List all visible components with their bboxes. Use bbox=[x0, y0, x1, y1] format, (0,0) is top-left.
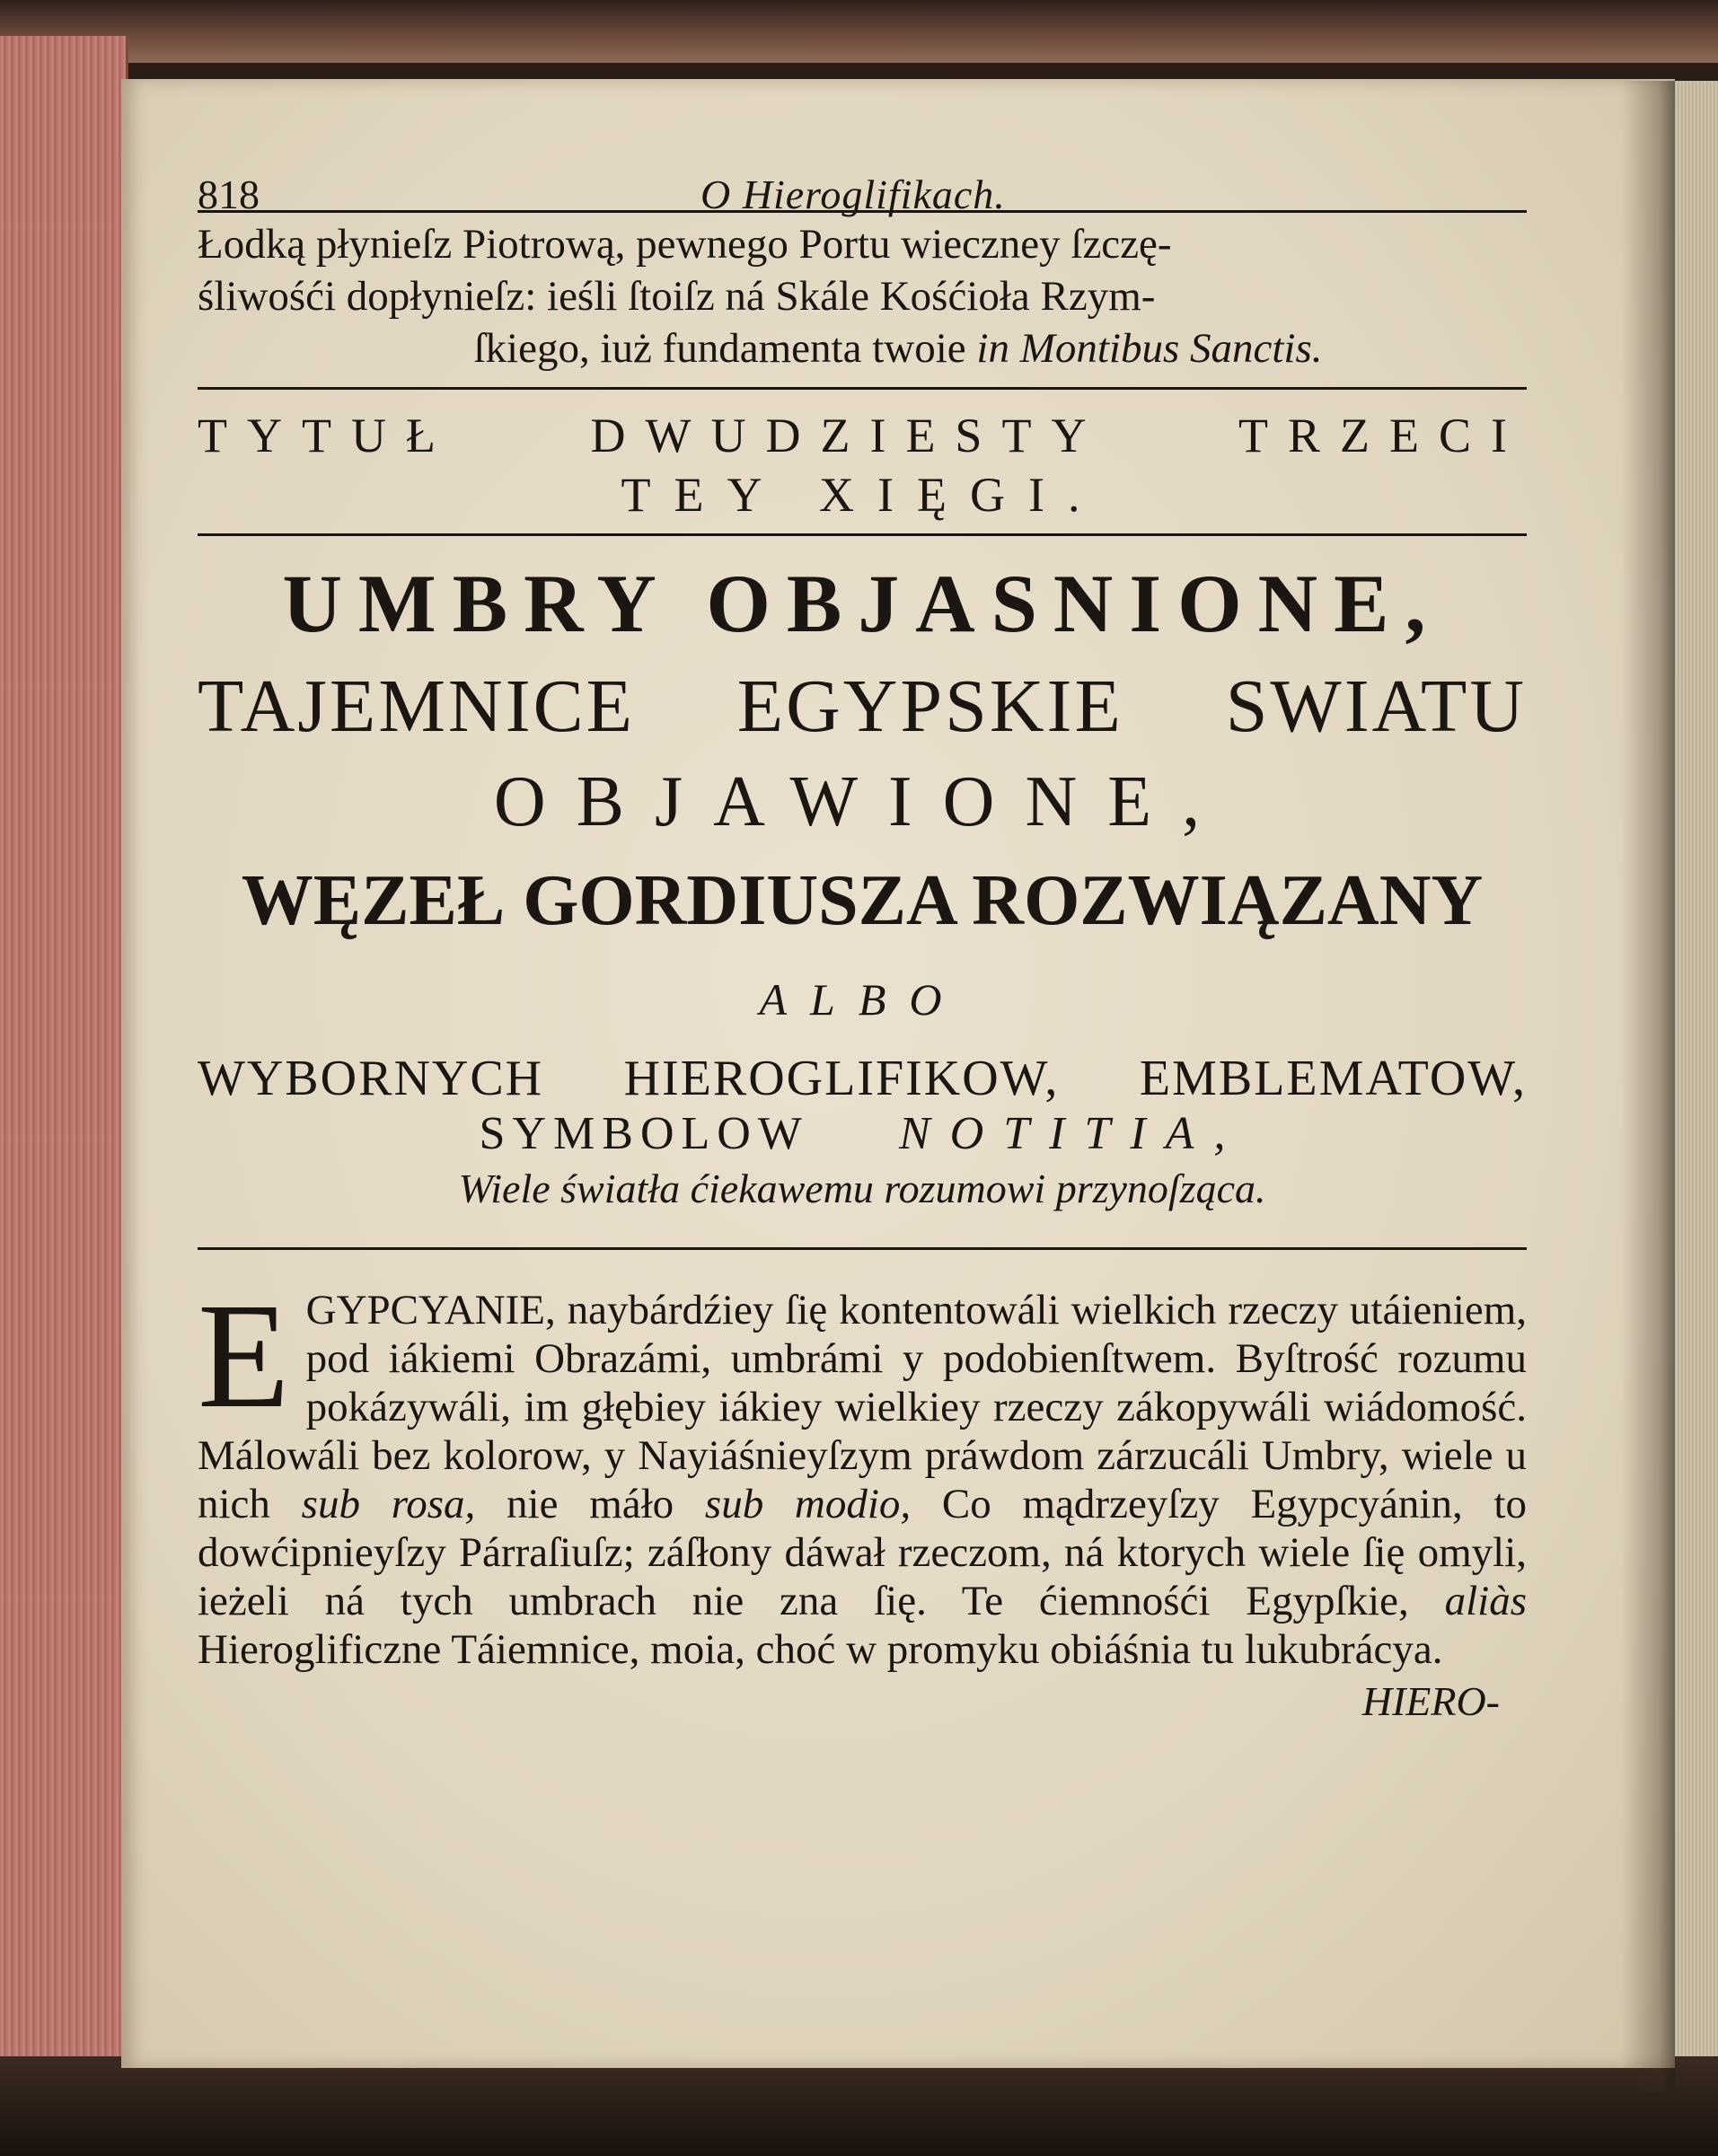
continuation-paragraph bbox=[198, 218, 1527, 374]
text-line: Łodką płynieſz Piotrową, pewnego Portu wieczney ſzczę- bbox=[198, 221, 1172, 268]
body-text-run: Hieroglificzne Táiemnice, moia, choć w promyku obiáśnia tu lukubrácya. bbox=[198, 1626, 1443, 1673]
body-text-run: GYPCYANIE, naybárdźiey ſię kontentowáli wielkich rzeczy utáieniem, pod iákiemi Obrazámi, umbrámi y podobienſtwem. Byſtrość rozumu pokázywáli, im głębiey iákiey wielkiey rzeczy zákopywáli wiádomość. Málowáli bez kolorow, y Nayiáśnieyſzym práwdom zárzucáli Umbry, wiele u nich bbox=[198, 1287, 1527, 1527]
body-italic-run: sub rosa, bbox=[301, 1481, 476, 1527]
page-edges-left bbox=[0, 36, 128, 2092]
title-line: WĘZEŁ GORDIUSZA ROZWIĄZANY bbox=[241, 861, 1484, 940]
page-content bbox=[198, 144, 1527, 1725]
subtitle: Wiele światła ćiekawemu rozumowi przynoſząca. bbox=[458, 1166, 1266, 1211]
title-line bbox=[198, 1107, 1527, 1161]
drop-cap: E bbox=[198, 1272, 290, 1439]
text-line: śliwośći dopłynieſz: ieśli ſtoiſz ná Skále Kośćioła Rzym- bbox=[198, 273, 1156, 320]
title-fragment: SYMBOLOW bbox=[479, 1108, 808, 1159]
running-head bbox=[198, 144, 1527, 217]
section-rule bbox=[198, 387, 1527, 390]
title-line: OBJAWIONE, bbox=[493, 762, 1231, 841]
body-text-run: Co mądrzeyſzy Egypcyánin, to dowćipnieyſzy Párraſiuſz; záſłony dáwał rzeczom, ná ktorych wiele ſię omyli, ieżeli ná tych umbrach nie zna ſię. Te ćiemnośći Egypſkie, bbox=[198, 1481, 1527, 1624]
book-bottom-background bbox=[0, 2056, 1718, 2156]
chapter-heading-line: TEY XIĘGI. bbox=[621, 468, 1104, 522]
body-italic-run: sub modio, bbox=[704, 1481, 912, 1527]
chapter-heading-line: TYTUŁ DWUDZIESTY TRZECI bbox=[198, 409, 1527, 462]
page-number: 818 bbox=[198, 172, 260, 217]
text-line-last bbox=[198, 322, 1527, 374]
body-paragraph bbox=[198, 1272, 1527, 1674]
section-rule bbox=[198, 533, 1527, 536]
title-line: ALBO bbox=[759, 974, 965, 1025]
gutter-shadow bbox=[1621, 81, 1675, 2092]
title-block bbox=[198, 550, 1527, 1217]
title-fragment-italic: NOTITIA, bbox=[898, 1108, 1246, 1159]
title-line: UMBRY OBJASNIONE, bbox=[282, 558, 1442, 649]
text-line: ſkiego, iuż fundamenta twoie bbox=[473, 325, 966, 372]
italic-phrase: in Montibus Sanctis. bbox=[976, 325, 1323, 372]
title-line: TAJEMNICE EGYPSKIE SWIATU bbox=[198, 664, 1527, 748]
catchword: HIERO- bbox=[1361, 1678, 1500, 1724]
body-italic-run: aliàs bbox=[1444, 1578, 1527, 1624]
running-title: O Hieroglifikach. bbox=[700, 172, 1006, 217]
book-cover-top bbox=[0, 0, 1718, 63]
section-rule bbox=[198, 1247, 1527, 1250]
body-text-run: nie máło bbox=[475, 1481, 705, 1527]
chapter-heading bbox=[198, 406, 1527, 524]
title-line: WYBORNYCH HIEROGLIFIKOW, EMBLEMATOW, bbox=[198, 1051, 1527, 1106]
